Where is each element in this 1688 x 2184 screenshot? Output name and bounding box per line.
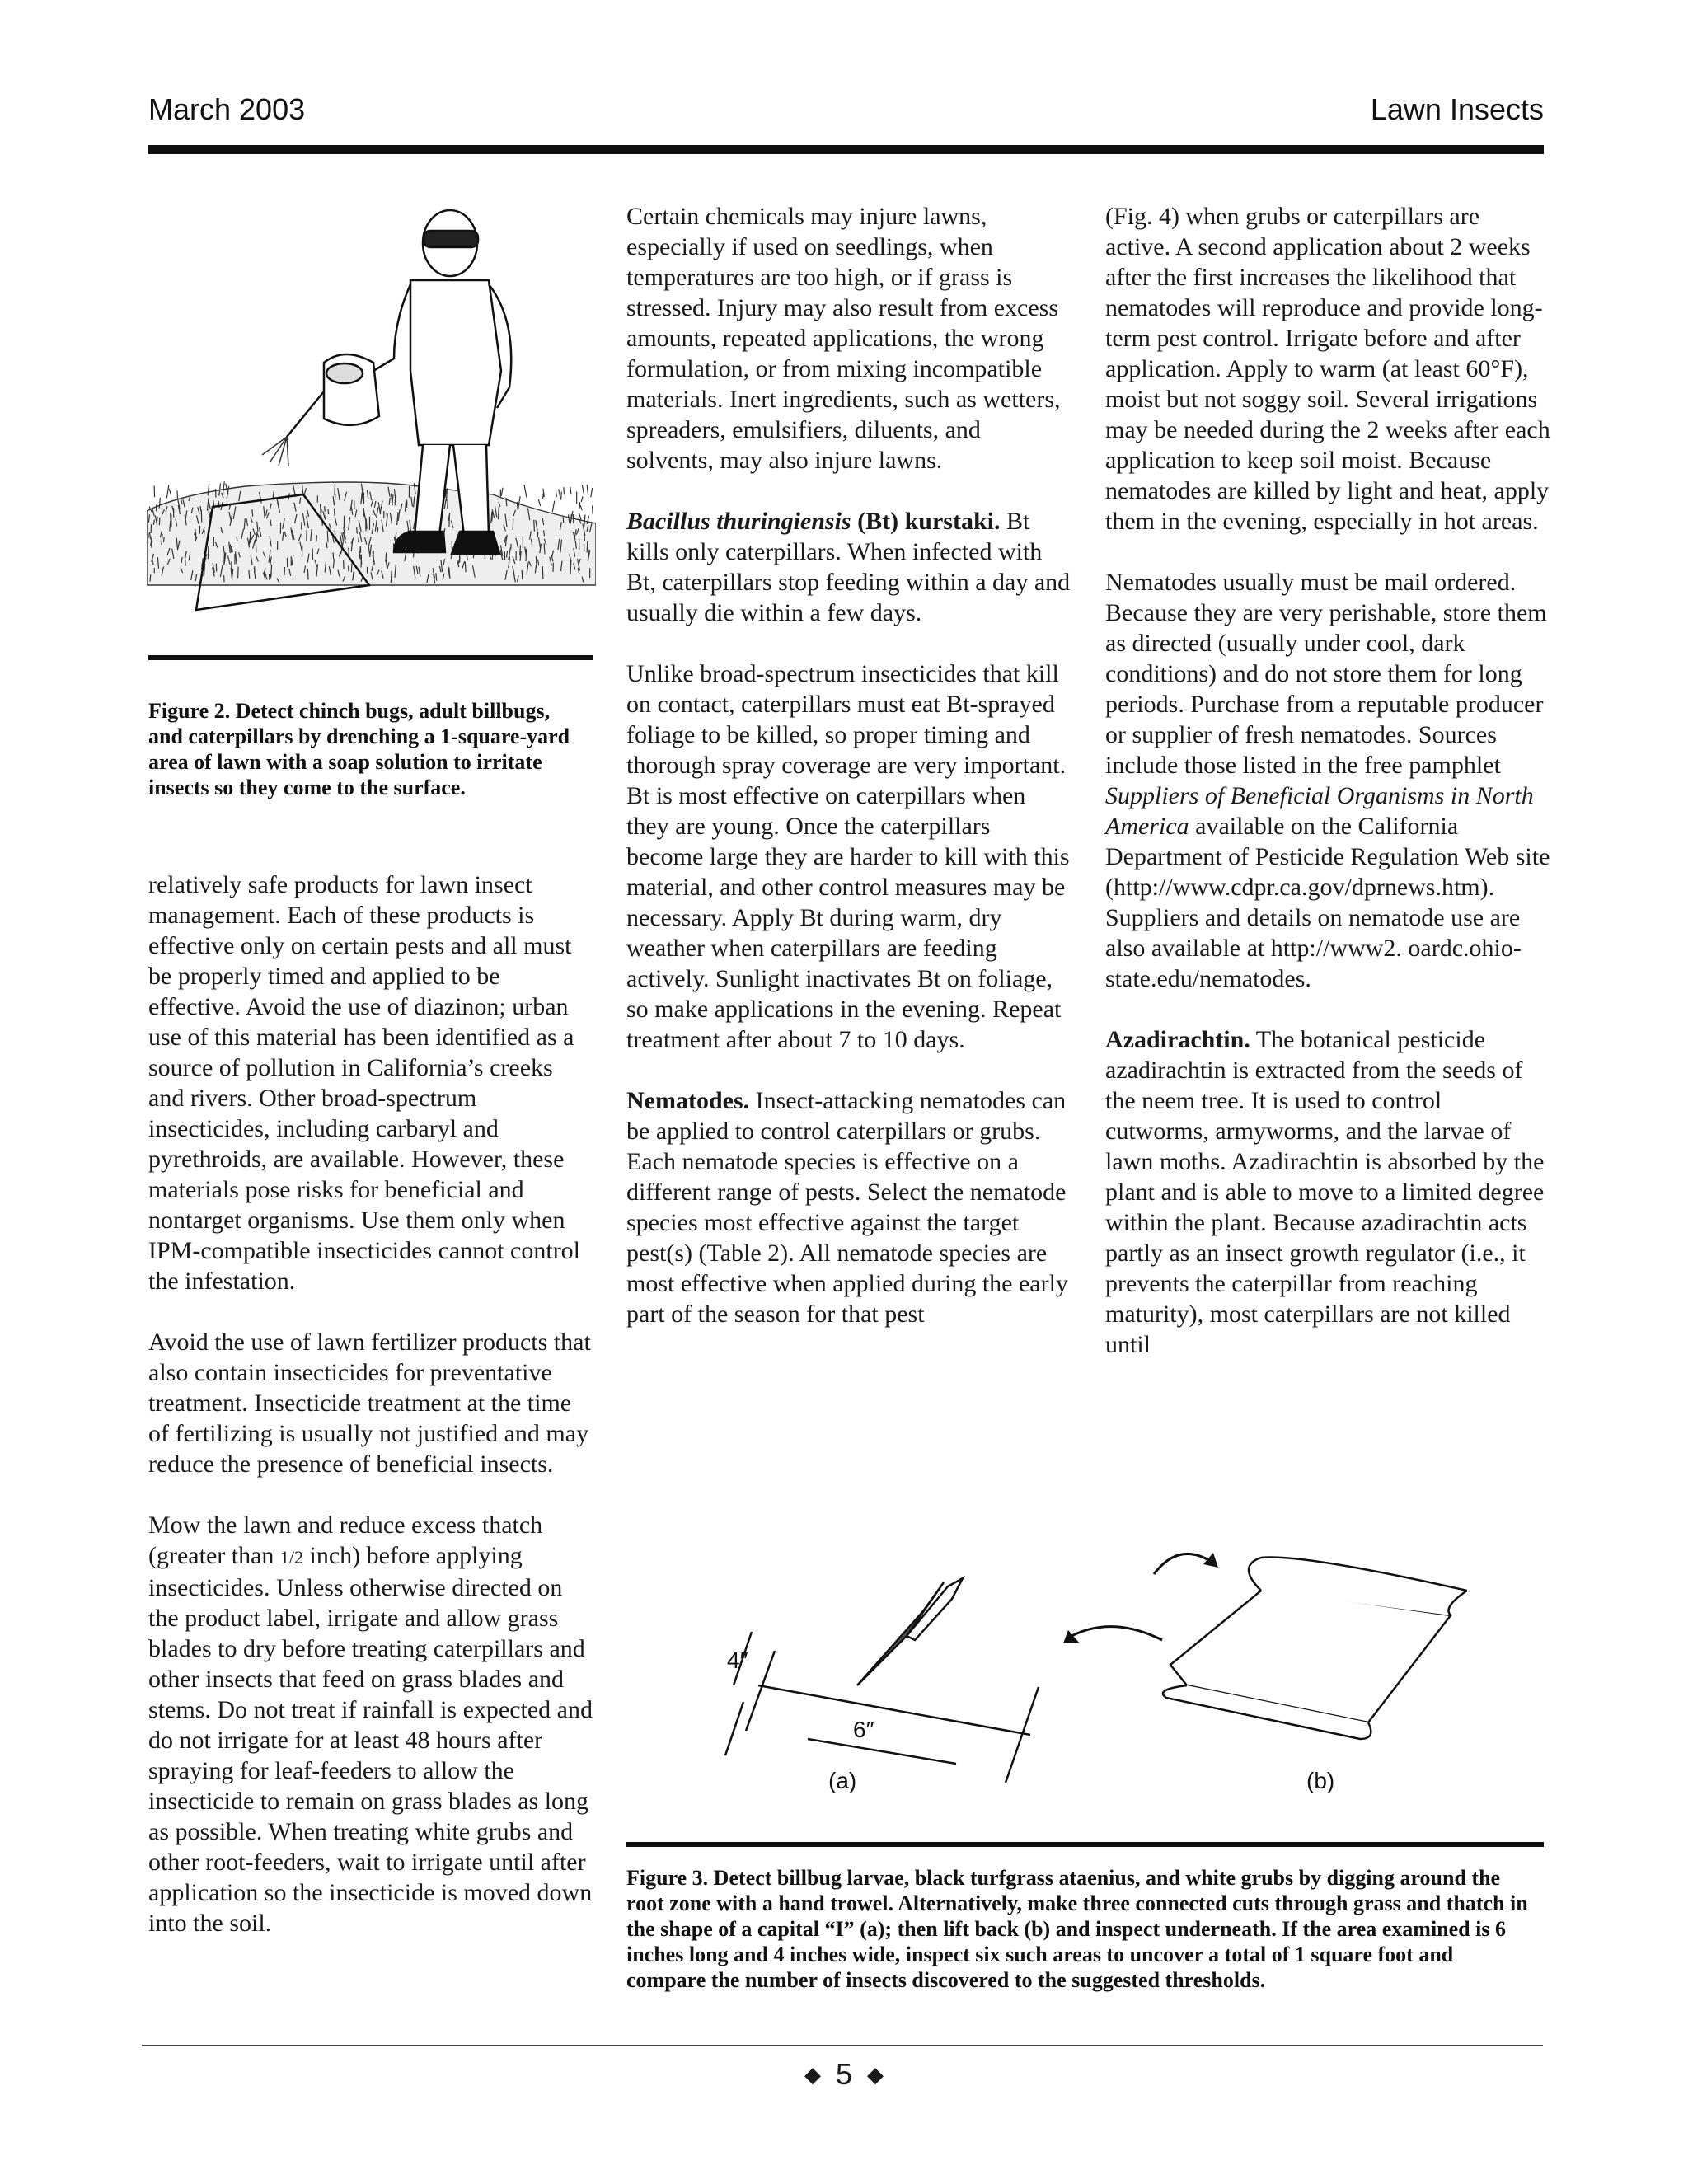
figure3-caption <box>626 1865 1537 1993</box>
watering-can <box>287 354 379 437</box>
grass-blade <box>581 496 583 502</box>
fraction: 1/2 <box>279 1547 304 1568</box>
figure3-caption-text: Figure 3. Detect billbug larvae, black turfgrass ataenius, and white grubs by digging around the root zone with a hand trowel. Alternatively, make three connected cuts through grass and thatch in the shape of a capital “I” (a); then lift back (b) and inspect underneath. If the area examined is 6 inches long and 4 inches wide, inspect six such areas to uncover a total of 1 square foot and compare the number of insects discovered to the suggested thresholds. <box>626 1866 1528 1992</box>
grass-blade <box>150 574 151 581</box>
figure2-illustration <box>147 198 596 659</box>
figure3-label-a: (a) <box>828 1768 857 1793</box>
column2-paragraph: Unlike broad-spectrum insecticides that kill on contact, caterpillars must eat Bt-sprayed foliage to be killed, so proper timing and thorough spray coverage are very important. Bt is most effective on caterpillars when they are young. Once the caterpillars become large they are harder to kill with this material, and other control measures may be necessary. Apply Bt during warm, dry weather when caterpillars are feeding actively. Sunlight inactivates Bt on foliage, so make applications in the evening. Repeat treatment after about 7 to 10 days. <box>626 660 1070 1053</box>
grass-blade <box>177 490 178 499</box>
grass-blade <box>544 543 545 554</box>
column1-paragraph-mow <box>148 1510 593 1938</box>
grass-blade <box>351 564 352 573</box>
bt-heading-italic: Bacillus thuringiensis <box>626 508 851 535</box>
bt-paragraph <box>626 506 1071 628</box>
grass-blade <box>169 489 171 495</box>
arrow-icon <box>1071 1554 1212 1640</box>
grass-blade <box>582 485 584 494</box>
grass-blade <box>570 559 571 565</box>
grass-blade <box>559 490 561 500</box>
bt-heading-rest: (Bt) kurstaki. <box>851 508 1001 535</box>
grass-blade <box>166 485 168 499</box>
grass-blade <box>591 488 593 497</box>
grass-blade <box>366 519 367 529</box>
figure2-caption-text: . Detect chinch bugs, adult billbugs, and caterpillars by drenching a 1-square-yard area of lawn with a soap solution to irritate insects so they come to the surface. <box>148 699 570 799</box>
dimension-length-label: 6″ <box>853 1717 874 1742</box>
column-1 <box>148 869 593 1938</box>
header-rule <box>148 145 1544 154</box>
grass-blade <box>333 552 334 559</box>
grass-blade <box>524 485 527 497</box>
grass-blade <box>406 499 407 507</box>
figure2-caption-label: Figure 2 <box>148 699 225 723</box>
grass-blade <box>587 541 588 552</box>
figure3b-illustration <box>1055 1541 1467 1755</box>
grass-blade <box>552 501 555 513</box>
suppliers-paragraph <box>1105 567 1550 994</box>
figure3-rule <box>626 1842 1544 1847</box>
arrowhead-icon <box>1203 1553 1218 1568</box>
grass-blade <box>252 509 253 517</box>
diamond-icon: ◆ <box>804 2062 821 2087</box>
grass-blade <box>284 567 285 575</box>
grass-blade <box>587 485 588 495</box>
grass-blade <box>534 520 535 532</box>
text-run: Nematodes usually must be mail ordered. Because they are very perishable, store them as directed (usually under cool, dark conditions) and do not store them for long periods. Purchase from a reputable producer or supplier of fresh nematodes. Sources include those listed in the free pamphlet <box>1105 569 1547 779</box>
water-spray <box>262 437 288 466</box>
grass-blade <box>316 535 317 541</box>
nematodes-heading: Nematodes. <box>626 1087 750 1114</box>
grass-blade <box>328 509 329 514</box>
grass-blade <box>326 542 327 548</box>
figure3-label-b: (b) <box>1306 1768 1335 1793</box>
grass-blade <box>163 537 164 543</box>
column1-paragraph: Avoid the use of lawn fertilizer products that also contain insecticides for preventative treatment. Insecticide treatment at the time of fertilizing is usually not justified and may reduce the presence of beneficial insects. <box>148 1329 591 1478</box>
trowel-icon <box>857 1578 963 1685</box>
diamond-icon: ◆ <box>867 2062 884 2087</box>
column-3 <box>1105 201 1550 1360</box>
grass-blade <box>501 488 503 496</box>
grass-blade <box>391 571 392 583</box>
pamphlet-title: Suppliers of Beneficial Organisms in North America <box>1105 782 1534 840</box>
grass-blade <box>327 531 328 542</box>
grass-blade <box>395 495 396 505</box>
grass-blade <box>544 530 545 536</box>
header-title: Lawn Insects <box>1370 92 1544 126</box>
column3-paragraph: (Fig. 4) when grubs or caterpillars are active. A second application about 2 weeks after the first increases the likelihood that nematodes will reproduce and provide long-term pest control. Irrigate before and after application. Apply to warm (at least 60°F), moist but not soggy soil. Several irrigations may be needed during the 2 weeks after each application to keep soil moist. Because nematodes are killed by light and heat, apply them in the evening, especially in hot areas. <box>1105 203 1550 535</box>
grass-blade <box>584 534 585 541</box>
page-number-value: 5 <box>835 2057 853 2091</box>
grass-blade <box>208 546 209 560</box>
grass-blade <box>537 532 538 537</box>
column2-paragraph: Certain chemicals may injure lawns, especially if used on seedlings, when temperatures are too high, or if grass is stressed. Injury may also result from excess amounts, repeated applications, the wrong formulation, or from mixing incompatible materials. Inert ingredients, such as wetters, spreaders, emulsifiers, diluents, and solvents, may also injure lawns. <box>626 203 1061 474</box>
figure3a-illustration <box>701 1562 1047 1809</box>
grass-blade <box>563 517 564 523</box>
grass-blade <box>538 499 540 506</box>
column1-paragraph: relatively safe products for lawn insect management. Each of these products is effective only on certain pests and all must be properly timed and applied to be effective. Avoid the use of diazinon; urban use of this material has been identified as a source of pollution in California’s creeks and rivers. Other broad-spectrum insecticides, including carbaryl and pyrethroids, are available. However, these materials pose risks for beneficial and nontarget organisms. Use them only when IPM-compatible insecticides cannot control the infestation. <box>148 871 581 1295</box>
text-run: Mow the lawn and reduce excess thatch (greater than <box>148 1511 543 1569</box>
grass-blade <box>570 487 571 494</box>
nematodes-paragraph <box>626 1085 1071 1329</box>
azadirachtin-text: The botanical pesticide azadirachtin is extracted from the seeds of the neem tree. It is used to control cutworms, armyworms, and the larvae of lawn moths. Azadirachtin is absorbed by the plant and is able to move to a limited degree within the plant. Because azadirachtin acts partly as an insect growth regulator (i.e., it prevents the caterpillar from reaching maturity), most caterpillars are not killed until <box>1105 1026 1545 1358</box>
dimension-width-label: 4″ <box>727 1647 748 1673</box>
text-run: available on the California Department of Pesticide Regulation Web site (http://www.cdpr.ca.gov/dprnews.htm). Suppliers and details on nematode use are also available at http://www2. oardc.ohio-state.edu/nematodes. <box>1105 813 1550 992</box>
grass-blade <box>561 492 562 499</box>
grass-blade <box>522 570 523 579</box>
grass-blade <box>357 527 358 533</box>
text-run: inch) before applying insecticides. Unless otherwise directed on the product label, irrigate and allow grass blades to dry before treating caterpillars and other insects that feed on grass blades and stems. Do not treat if rainfall is expected and do not irrigate for at least 48 hours after spraying for leaf-feeders to allow the insecticide to remain on grass blades as long as possible. When treating white grubs and other root-feeders, wait to irrigate until after application so the insecticide is moved down into the soil. <box>148 1542 593 1937</box>
azadirachtin-heading: Azadirachtin. <box>1105 1026 1250 1053</box>
figure2-rule <box>148 655 593 660</box>
grass-blade <box>542 566 543 579</box>
footer-rule <box>142 2045 1543 2046</box>
grass-blade <box>520 545 521 555</box>
column-2 <box>626 201 1071 1329</box>
grass-blade <box>580 505 582 510</box>
azadirachtin-paragraph <box>1105 1024 1550 1360</box>
header-date: March 2003 <box>148 92 306 126</box>
bt-text: Bt kills only caterpillars. When infected with Bt, caterpillars stop feeding within a day and usually die within a few days. <box>626 508 1071 626</box>
grass-blade <box>238 567 239 579</box>
nematodes-text: Insect-attacking nematodes can be applied to control caterpillars or grubs. Each nematode species is effective on a different range of pests. Select the nematode species most effective against the target pest(s) (Table 2). All nematode species are most effective when applied during the early part of the season for that pest <box>626 1087 1068 1328</box>
grass-blade <box>325 506 326 512</box>
grass-blade <box>307 569 308 579</box>
page-number <box>0 2057 1688 2092</box>
figure2-caption <box>148 698 585 800</box>
